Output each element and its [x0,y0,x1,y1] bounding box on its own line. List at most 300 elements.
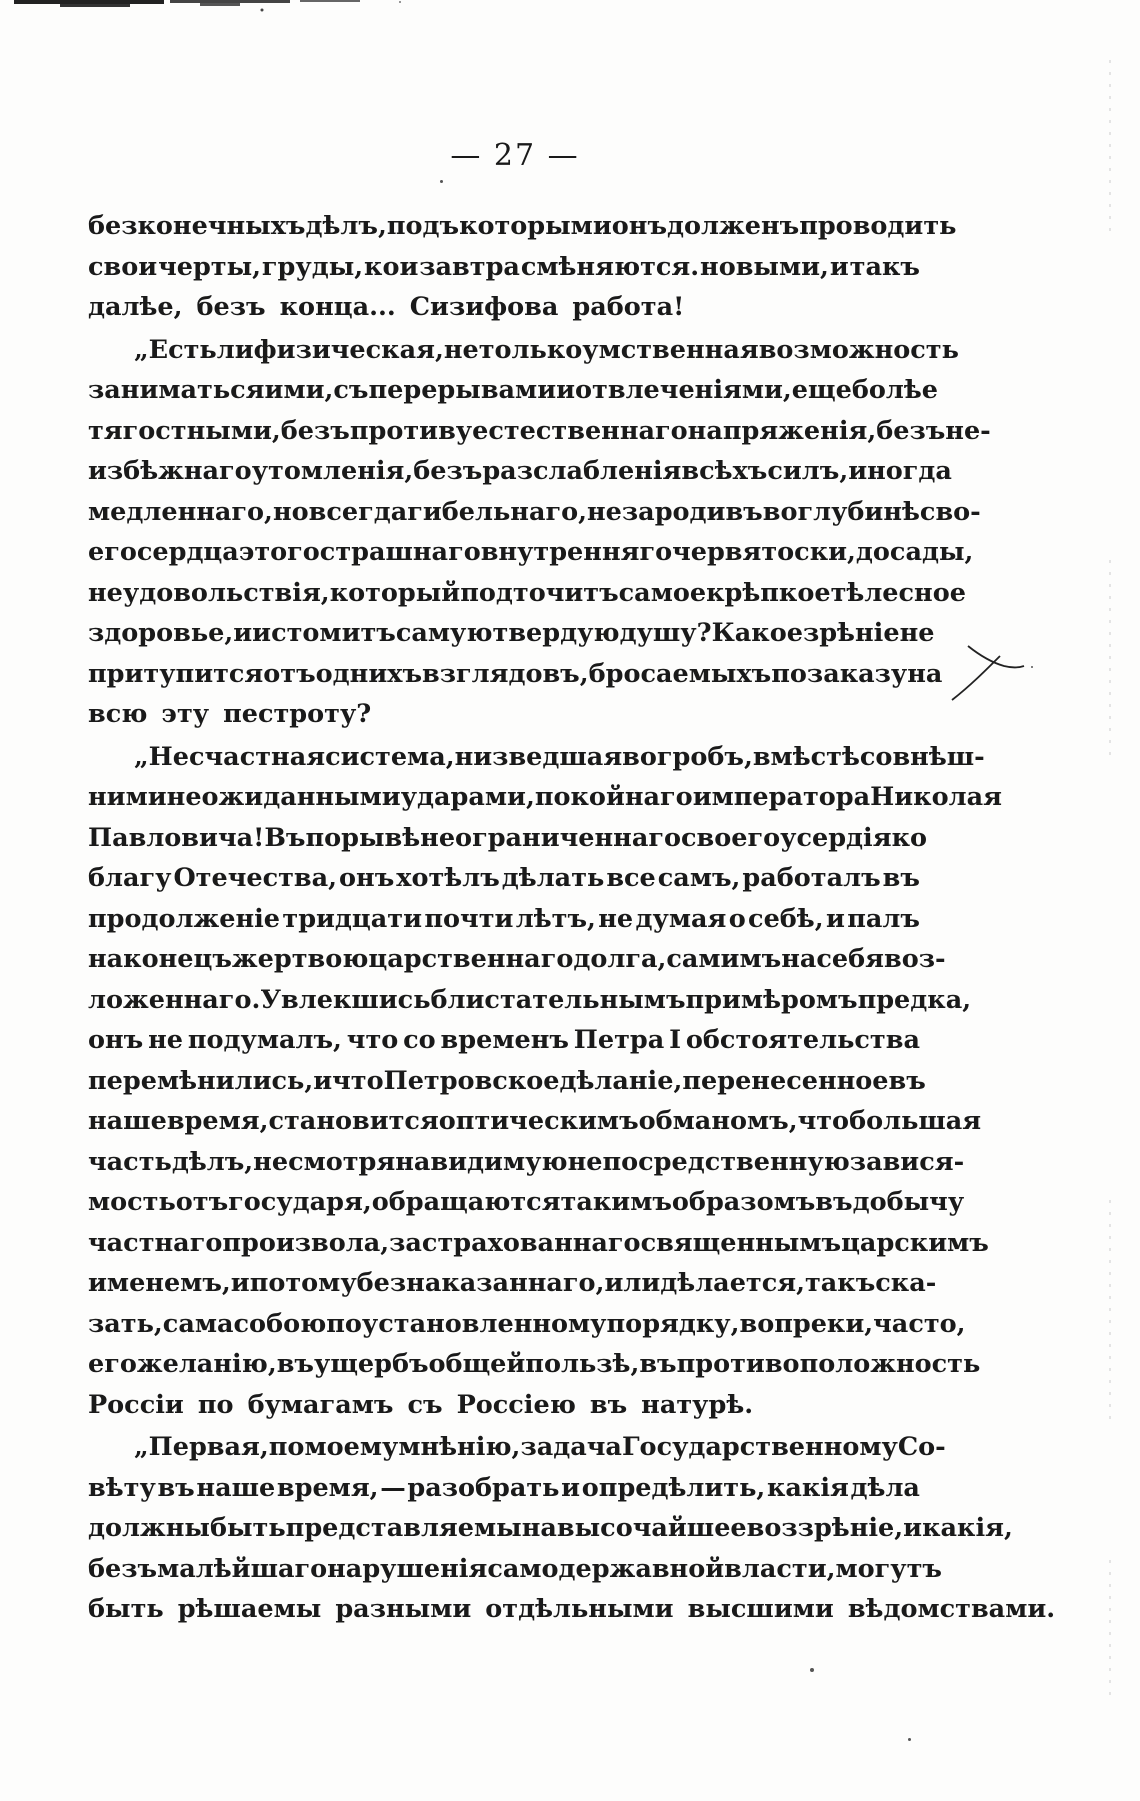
text-line [88,1020,920,1061]
text-line [88,1182,965,1223]
word: болѣе [851,375,938,405]
word: непосредственную [567,1146,850,1177]
word: такъ [849,251,920,282]
word: дѣлать [501,863,605,893]
word: напряженія, [687,415,877,446]
word: и [561,1472,581,1503]
word: долга, [573,944,667,974]
word: Какое [711,618,803,648]
word: все [606,863,656,893]
word: ними [88,782,167,812]
word: тягостными, [88,415,281,446]
word: гибельнаго, [407,496,588,527]
word: смотря [288,1146,396,1177]
text-line [88,1142,965,1183]
text-line [88,1468,920,1509]
word: зрѣніе [802,618,900,648]
word: Петра [573,1025,665,1055]
word: разслабленія [482,456,682,486]
word: избѣжнаго [88,456,252,486]
word: и [903,1513,923,1543]
text-line [88,1508,1013,1549]
text-line [88,980,972,1021]
word: ска- [875,1268,937,1298]
scan-speck [440,180,443,183]
word: „Несчастная [134,741,326,772]
word: и [829,251,849,282]
word: не [587,496,622,527]
word: „Есть [134,334,217,365]
word: смѣняются. [520,251,700,282]
text-line [88,492,981,533]
word: быть [209,1513,286,1543]
word: проводить [799,211,957,241]
word: хотѣлъ [396,863,500,893]
word: утомленія, [251,456,414,486]
word: ударами, [400,782,535,812]
word: часто, [873,1308,966,1339]
word: на [781,944,817,974]
word: самую [395,618,493,648]
word: дѣлается, [660,1268,805,1298]
text-line [88,1101,982,1142]
word: власти, [724,1553,836,1584]
word: досады, [855,537,974,567]
word: противоположность [676,1349,981,1379]
word: установленному [361,1308,607,1339]
word: перенесенное [682,1065,889,1096]
word: дѣланіе, [559,1065,683,1096]
word: наконецъ [88,944,232,974]
word: система, [325,741,455,772]
word: образомъ [671,1187,816,1217]
word: самодержавной [487,1553,725,1584]
word: безъ [413,456,483,486]
word: дѣлъ, [171,1146,254,1177]
word: священнымъ [640,1227,842,1258]
word: тоски, [761,537,856,567]
word: истомитъ [252,618,396,648]
word: гробъ, [656,741,753,772]
word: бумагамъ [247,1389,394,1420]
word: червя [672,537,762,567]
word: по [268,1432,305,1462]
word: оптическимъ [438,1106,639,1136]
word: на [521,1513,557,1543]
word: такъ [804,1268,876,1298]
word: здоровье, [88,618,234,648]
word: по [197,1389,234,1420]
word: не [443,334,479,365]
text-line [88,694,920,735]
word: тѣлесное [830,577,966,608]
word: пользѣ, [525,1349,640,1379]
word: Россіи [88,1389,184,1420]
word: твердую [492,618,620,648]
word: представляемы [285,1513,522,1543]
word: застрахованнаго [389,1227,641,1258]
word: Со- [897,1432,946,1462]
word: какія, [922,1513,1013,1543]
word: иногда [848,456,952,486]
word: и [233,618,253,648]
word: что [797,1106,850,1136]
word: со [859,741,893,772]
word: сама [162,1308,234,1339]
word: что [346,1025,399,1055]
word: своего [681,822,781,853]
word: не [148,1025,183,1055]
word: вмѣстѣ [752,741,860,772]
word: его [88,1349,137,1379]
word: всегда [308,496,408,527]
word: всю [88,699,148,729]
word: глубинѣ [797,496,920,527]
word: противуестественнаго [349,415,688,446]
word: такимъ [560,1187,672,1217]
text-line [88,532,974,573]
word: сердца [136,537,239,567]
word: свои [88,251,158,282]
word: разобрать [407,1472,560,1503]
text-line [88,1223,989,1264]
word: внутренняго [480,537,673,567]
word: блистательнымъ [430,984,686,1015]
word: ложеннаго. [88,984,261,1015]
word: порывѣ [305,822,421,853]
word: однихъ [315,658,423,689]
margin-cross-mark [948,644,1038,704]
word: какія [766,1472,849,1503]
word: Государственному [621,1432,898,1462]
word: неожиданными [166,782,401,812]
word: которыми [459,211,612,241]
word: задача [520,1432,622,1462]
word: благу [88,863,172,893]
word: — [380,1472,406,1503]
word: царственнаго [368,944,574,974]
word: натурѣ. [641,1389,754,1420]
word: и [556,375,576,405]
word: работалъ [742,863,881,893]
word: опредѣлить, [581,1472,766,1503]
word: самимъ [666,944,782,974]
word: обманомъ, [638,1106,798,1136]
word: низведшая [454,741,623,772]
text-line [88,1549,942,1590]
word: во [622,741,657,772]
word: Россіею [456,1389,576,1420]
word: собою [233,1308,327,1339]
word: что [332,1065,384,1096]
text-line [88,1263,937,1304]
word: безъ [88,1553,158,1584]
word: вѣту [88,1472,156,1503]
word: малѣйшаго [157,1553,328,1584]
word: онъ [88,1025,144,1055]
word: отвлеченіями, [575,375,792,405]
text-line [88,777,1002,818]
word: умственная [582,334,759,365]
word: душу? [619,618,712,648]
word: по [326,1308,362,1339]
scan-speck [908,1738,911,1741]
word: императора [692,782,871,812]
word: безъ [280,415,350,446]
word: во [762,496,798,527]
word: подъ [386,211,460,241]
word: обстоятельства [685,1025,920,1055]
word: подумалъ, [187,1025,342,1055]
word: I [669,1025,682,1055]
word: моему [304,1432,399,1462]
text-line [88,330,959,371]
word: ко [891,822,927,853]
word: силъ, [767,456,849,486]
text-line [88,939,946,980]
word: рѣшаемы [177,1594,322,1624]
word: взглядовъ, [422,658,589,689]
page-number: — 27 — [450,138,580,173]
word: не [253,1146,289,1177]
word: о [728,903,746,934]
word: становится [268,1106,439,1136]
word: добычу [852,1187,965,1217]
word: государя, [228,1187,372,1217]
word: на [395,1146,431,1177]
word: притупится [88,658,264,689]
word: по [771,658,807,689]
word: должны [88,1513,210,1543]
word: со [403,1025,436,1055]
word: произвола, [222,1227,390,1258]
text-line [88,206,957,247]
text-line [88,858,920,899]
word: лѣтъ, [515,903,596,934]
word: Николая [870,782,1002,812]
word: возможность [758,334,959,365]
word: отдѣльными [485,1594,674,1624]
word: самъ, [657,863,741,893]
word: большая [849,1106,982,1136]
word: въ [815,1187,853,1217]
word: разными [335,1594,472,1624]
word: крѣпкое [706,577,831,608]
word: только [478,334,583,365]
word: медленнаго, [88,496,273,527]
word: въ [888,1065,926,1096]
word: на [907,658,943,689]
word: или [604,1268,661,1298]
word: потому [249,1268,357,1298]
text-line [88,613,935,654]
word: „Первая, [134,1432,269,1462]
word: дѣлъ, [305,211,387,241]
word: эту [161,699,210,729]
word: себѣ, [748,903,824,934]
word: перемѣнились, [88,1065,314,1096]
word: бросаемыхъ [588,658,772,689]
word: воз- [883,944,946,974]
word: безконечныхъ [88,211,306,241]
word: часть [88,1146,172,1177]
word: не [899,618,935,648]
word: работа! [572,292,685,322]
word: перерывами [368,375,557,405]
text-line [88,737,985,778]
text-line [88,1589,1056,1630]
word: ими, [264,375,334,405]
word: усердія [780,822,892,853]
word: отъ [175,1187,229,1217]
word: Увлекшись [260,984,431,1015]
word: ущербъ [314,1349,429,1379]
word: временъ [440,1025,569,1055]
word: безнаказаннаго, [356,1268,605,1298]
scan-speck [810,1668,814,1672]
word: мость [88,1187,176,1217]
text-line [88,451,952,492]
body-text [88,206,1056,1630]
word: и [825,903,845,934]
word: кои [364,251,419,282]
word: самое [618,577,707,608]
word: быть [88,1594,164,1624]
word: заказу [806,658,908,689]
word: царскимъ [841,1227,989,1258]
text-line [88,287,920,328]
top-edge-smudge [0,0,470,14]
word: съ [333,375,369,405]
word: наше [196,1472,276,1503]
word: подточитъ [460,577,619,608]
word: ли [216,334,254,365]
word: въ [639,1349,677,1379]
word: покойнаго [534,782,693,812]
word: вѣдомствами. [847,1594,1056,1624]
word: порядку, [606,1308,740,1339]
word: съ [407,1389,443,1420]
word: Сизифова [409,292,559,322]
word: не [598,903,634,934]
text-line [88,247,920,288]
word: нарушенія [327,1553,488,1584]
text-line [88,1385,920,1426]
word: завтра [419,251,520,282]
word: видимую [430,1146,568,1177]
word: обращаются [371,1187,561,1217]
word: Петровское [383,1065,560,1096]
word: не- [945,415,991,446]
word: вопреки, [739,1308,874,1339]
word: безъ [196,292,266,322]
text-line [88,1344,981,1385]
word: Въ [264,822,306,853]
word: страшнаго [319,537,481,567]
word: предка, [857,984,972,1015]
word: зать, [88,1308,163,1339]
word: именемъ, [88,1268,231,1298]
word: и [313,1065,333,1096]
word: палъ [847,903,920,934]
word: который [329,577,461,608]
word: время, [166,1106,269,1136]
word: жертвою [231,944,369,974]
word: въ [882,863,920,893]
word: физическая, [253,334,444,365]
word: дѣла [850,1472,920,1503]
word: и [230,1268,250,1298]
word: высочайшее [556,1513,747,1543]
word: этого [238,537,320,567]
word: всѣхъ [681,456,768,486]
word: высшими [687,1594,834,1624]
word: себя [816,944,884,974]
word: могутъ [835,1553,942,1584]
word: общей [428,1349,526,1379]
word: еще [791,375,852,405]
word: онъ [339,863,395,893]
word: въ [157,1472,195,1503]
word: продолженіе [88,903,281,934]
word: Павловича! [88,822,265,853]
word: частнаго [88,1227,223,1258]
text-line [88,818,927,859]
word: внѣш- [892,741,985,772]
text-line [88,1304,966,1345]
word: новыми, [700,251,829,282]
word: время, [276,1472,379,1503]
word: неограниченнаго [420,822,681,853]
right-edge-scan-artifact [1106,0,1114,1801]
word: наше [88,1106,167,1136]
word: мнѣнію, [398,1432,521,1462]
text-line [88,370,938,411]
text-line [88,1061,926,1102]
word: думая [635,903,727,934]
word: отъ [263,658,316,689]
word: но [272,496,309,527]
word: неудовольствія, [88,577,330,608]
word: долженъ [667,211,800,241]
word: конца... [279,292,396,322]
word: далѣе, [88,292,183,322]
word: въ [276,1349,314,1379]
word: черты, [158,251,262,282]
text-line [88,1427,946,1468]
word: груды, [261,251,364,282]
word: онъ [611,211,667,241]
word: почти [424,903,514,934]
word: примѣромъ [685,984,858,1015]
text-line [88,899,920,940]
word: заниматься [88,375,265,405]
text-line [88,411,991,452]
word: Отечества, [173,863,338,893]
word: завися- [849,1146,965,1177]
word: пестроту? [223,699,372,729]
word: желанію, [136,1349,277,1379]
word: тридцати [282,903,423,934]
word: безъ [876,415,946,446]
word: сво- [919,496,981,527]
text-line [88,573,966,614]
word: зародивъ [621,496,763,527]
text-line [88,654,943,695]
word: его [88,537,137,567]
word: воззрѣніе, [746,1513,904,1543]
word: въ [589,1389,628,1420]
